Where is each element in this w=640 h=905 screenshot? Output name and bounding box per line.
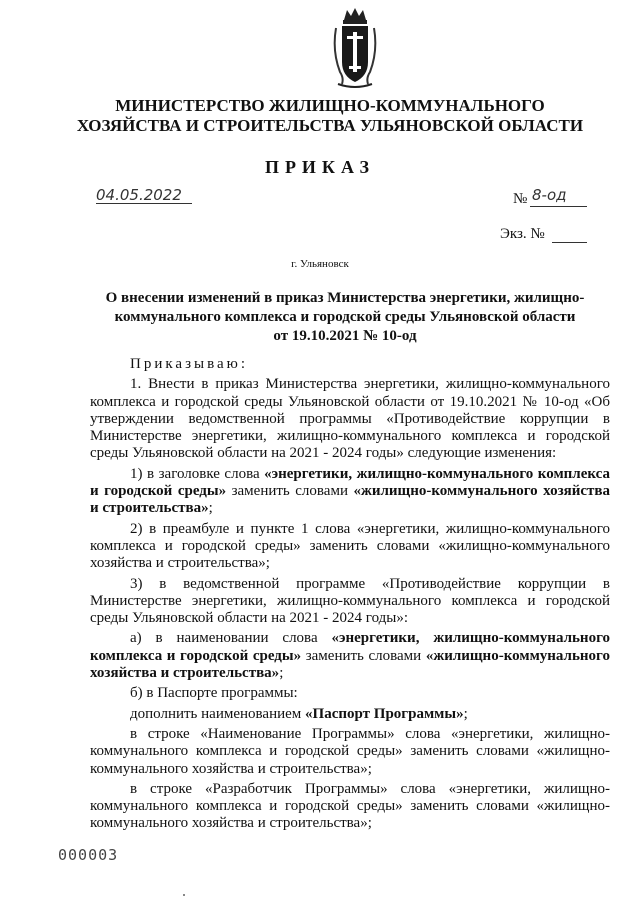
paragraph-3: 2) в преамбуле и пункте 1 слова «энергетики, жилищно-коммунального комплекса и городской среды» заменить словами «жилищно-коммунального хозяйства и строительства»;: [90, 520, 610, 572]
p2-bold-old: «энергетики, жилищно-коммунального комплекса и городской среды»: [90, 465, 610, 500]
copy-number-blank: [552, 242, 587, 243]
paragraph-2: [90, 466, 610, 518]
p5-text-pre: а) в наименовании слова: [130, 630, 332, 647]
city: г. Ульяновск: [291, 258, 349, 270]
subject-line3: от 19.10.2021 № 10-од: [273, 328, 417, 344]
paragraph-1: 1. Внести в приказ Министерства энергетики, жилищно-коммунального комплекса и городской среды Ульяновской области от 19.10.2021 № 10-од «Об утверждении ведомственной программы «Противодействие коррупции в Министерстве энергетики, жилищно-коммунального комплекса и городской среды Ульяновской области на 2021 - 2024 годы» следующие изменения:: [90, 376, 610, 462]
order-body: [90, 356, 610, 833]
p7-text-pre: дополнить наименованием: [130, 705, 306, 722]
p2-text-end: ;: [208, 500, 213, 517]
p5-bold-old: «энергетики, жилищно-коммунального комплекса и городской среды»: [90, 630, 611, 664]
order-subject: [90, 289, 600, 346]
paragraph-9: в строке «Разработчик Программы» слова «энергетики, жилищно-коммунального комплекса и городской среды» заменить словами «жилищно-коммунального хозяйства и строительства»;: [90, 780, 610, 832]
p7-bold: «Паспорт Программы»: [305, 705, 464, 722]
paragraph-8: в строке «Наименование Программы» слова «энергетики, жилищно-коммунального комплекса и городской среды» заменить словами «жилищно-коммунального хозяйства и строительства»;: [90, 725, 610, 777]
ministry-name: [60, 96, 600, 136]
date-underline: [96, 203, 192, 204]
copy-number-label: Экз. №: [500, 226, 545, 242]
ministry-name-line2: ХОЗЯЙСТВА И СТРОИТЕЛЬСТВА УЛЬЯНОВСКОЙ ОБЛАСТИ: [76, 116, 584, 135]
p5-text-end: ;: [279, 665, 284, 682]
paragraph-7: [90, 706, 610, 723]
paragraph-5: [90, 630, 610, 682]
coat-of-arms-emblem: [332, 6, 378, 90]
p5-bold-new: «жилищно-коммунального хозяйства и строительства»: [90, 647, 610, 682]
order-date: 04.05.2022: [96, 186, 182, 204]
p5-text-mid: заменить словами: [301, 647, 426, 664]
order-number-label: №: [513, 191, 528, 207]
number-underline: [530, 206, 587, 207]
p2-bold-new: «жилищно-коммунального хозяйства и строительства»: [90, 483, 610, 517]
subject-line2: коммунального комплекса и городской среды Ульяновской области: [114, 309, 576, 325]
p7-text-end: ;: [463, 705, 468, 722]
p2-text-pre: 1) в заголовке слова: [130, 465, 265, 482]
p2-text-mid: заменить словами: [226, 483, 354, 500]
scan-speck: [183, 894, 185, 896]
paragraph-4: 3) в ведомственной программе «Противодействие коррупции в Министерстве энергетики, жилищно-коммунального комплекса и городской среды Ульяновской области на 2021 - 2024 годы»:: [90, 575, 610, 627]
stamp-number: 000003: [58, 846, 119, 864]
order-word: Приказываю:: [130, 356, 248, 372]
subject-line1: О внесении изменений в приказ Министерства энергетики, жилищно-: [105, 290, 585, 306]
ministry-name-line1: МИНИСТЕРСТВО ЖИЛИЩНО-КОММУНАЛЬНОГО: [115, 96, 545, 115]
order-number-value: 8-од: [532, 186, 567, 204]
paragraph-6: б) в Паспорте программы:: [130, 685, 298, 702]
order-title: ПРИКАЗ: [264, 157, 376, 177]
